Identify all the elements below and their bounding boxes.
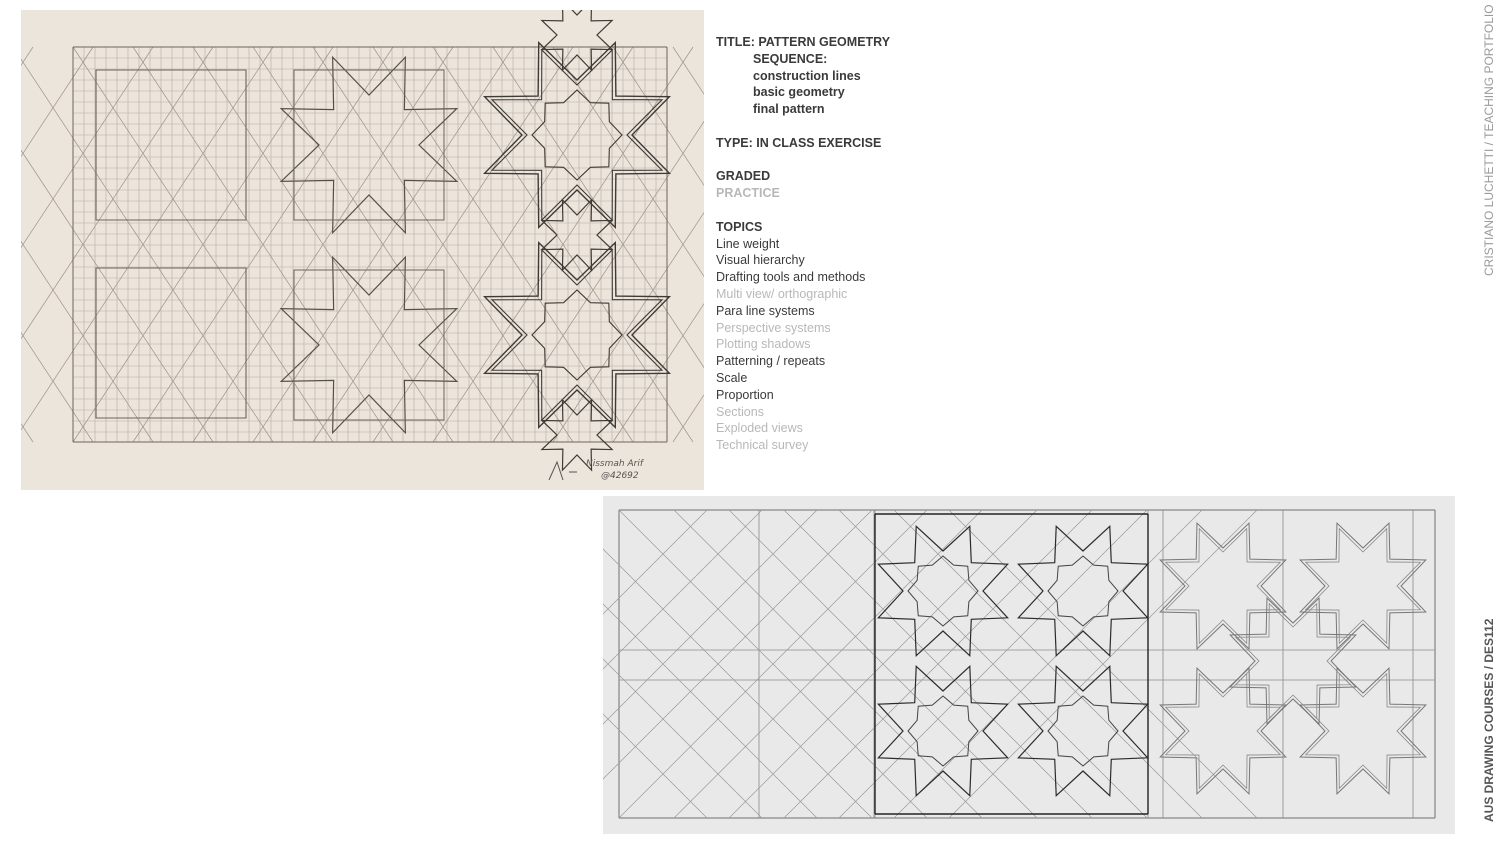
topic-item: Proportion — [716, 387, 774, 402]
topic-item: Scale — [716, 370, 748, 385]
student-name: Nissmah Arif — [586, 459, 643, 469]
sequence-label: SEQUENCE: — [753, 51, 828, 66]
student-id: @42692 — [601, 471, 639, 481]
topic-item: Line weight — [716, 236, 780, 251]
topic-item: Para line systems — [716, 303, 815, 318]
title-line: TITLE: PATTERN GEOMETRY — [716, 35, 891, 49]
graded-label: GRADED — [716, 169, 771, 184]
type-line: TYPE: IN CLASS EXERCISE — [716, 135, 882, 150]
topic-item: Visual hierarchy — [716, 253, 805, 268]
topic-item: Plotting shadows — [716, 337, 811, 352]
topic-item: Sections — [716, 404, 764, 419]
exercise-info — [716, 34, 1036, 454]
pattern-drawing-2 — [603, 496, 1455, 834]
topic-item: Exploded views — [716, 421, 803, 436]
topic-item: Perspective systems — [716, 320, 831, 335]
topic-item: Technical survey — [716, 438, 809, 453]
pattern-drawing-1-graphic — [21, 10, 704, 490]
topic-item: Multi view/ orthographic — [716, 286, 848, 301]
topic-item: Drafting tools and methods — [716, 270, 866, 285]
topic-item: Patterning / repeats — [716, 354, 826, 369]
pattern-drawing-1 — [21, 10, 704, 490]
pattern-drawing-2-graphic — [603, 496, 1455, 834]
topics-label: TOPICS — [716, 219, 763, 234]
portfolio-side-label: CRISTIANO LUCHETTI / TEACHING PORTFOLIO — [1482, 4, 1496, 276]
sequence-item: basic geometry — [753, 85, 845, 100]
sequence-item: construction lines — [753, 68, 861, 83]
practice-label: PRACTICE — [716, 186, 780, 201]
course-side-label: AUS DRAWING COURSES / DES112 — [1482, 618, 1496, 822]
sequence-item: final pattern — [753, 102, 825, 117]
